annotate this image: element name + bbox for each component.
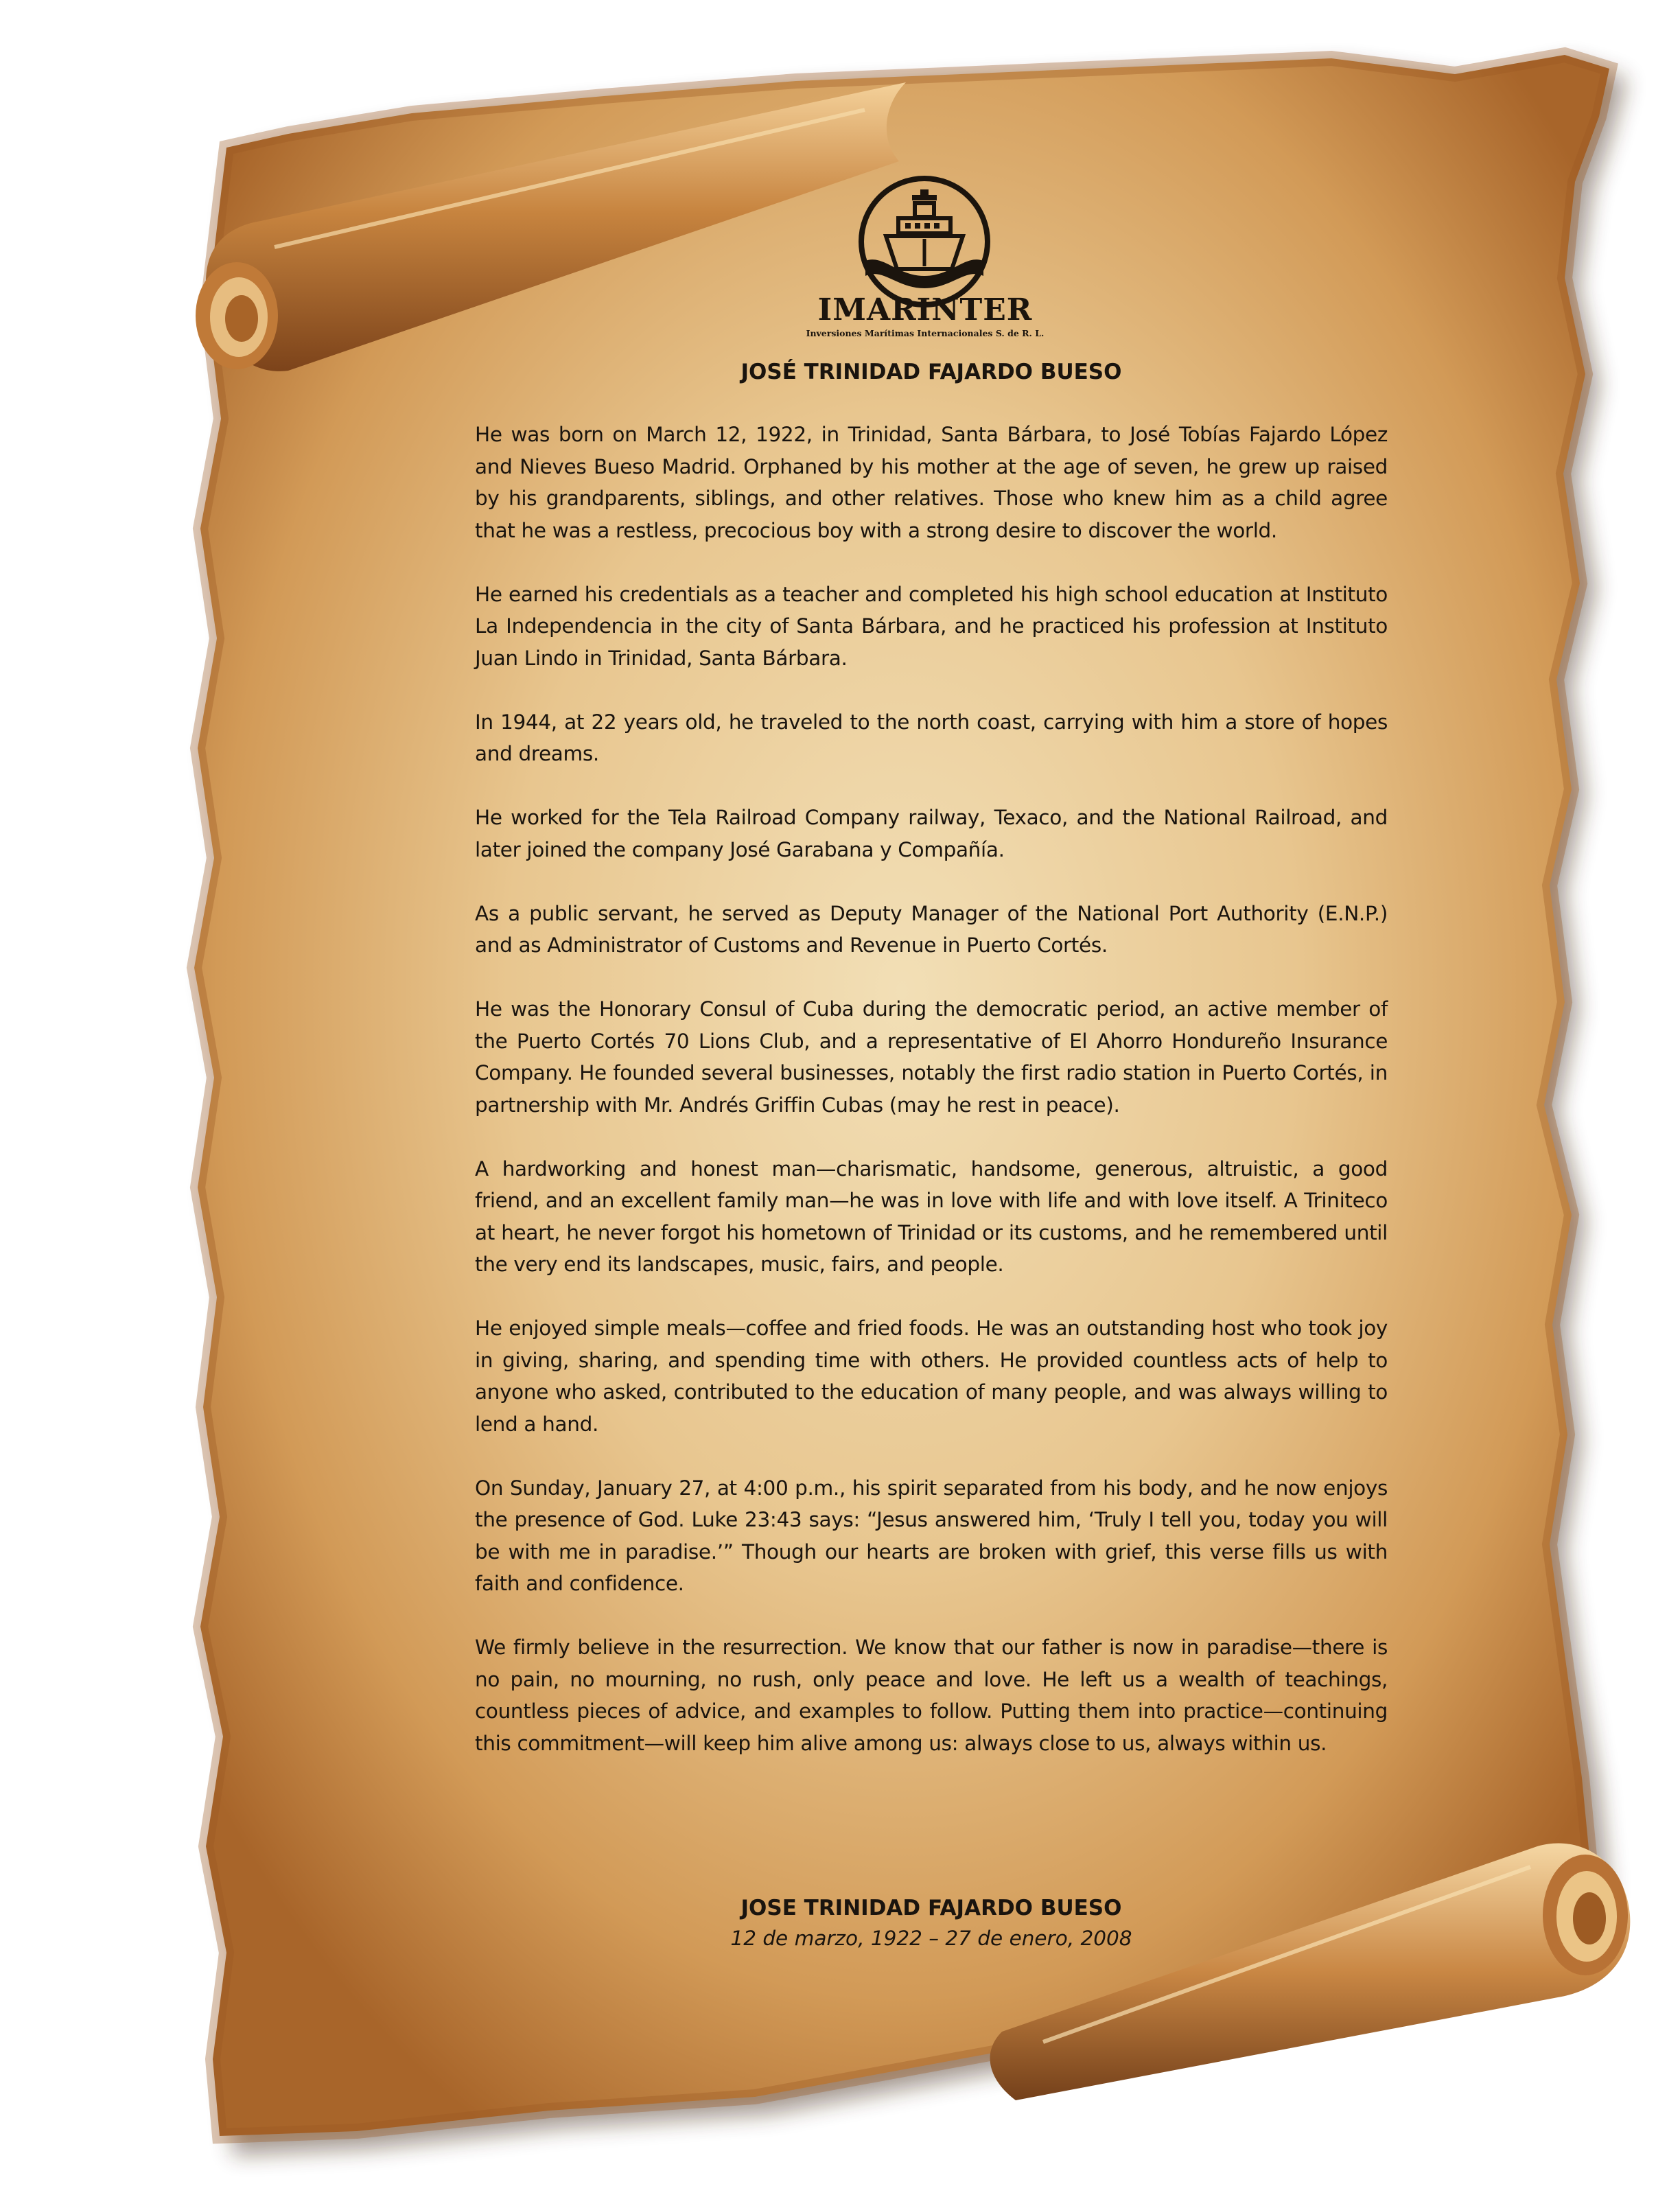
paragraph: He was the Honorary Consul of Cuba during the democratic period, an active member of the Puerto Cortés 70 Lions Club, and a representative of El Ahorro Hondureño Insurance Company. He founded several businesses, notably the first radio station in Puerto Cortés, in partnership with Mr. Andrés Griffin Cubas (may he rest in peace).	[475, 997, 1388, 1117]
paragraph: He earned his credentials as a teacher and completed his high school education at Instituto La Independencia in the city of Santa Bárbara, and he practiced his profession at Instituto Juan Lindo in Trinidad, Santa Bárbara.	[475, 582, 1388, 670]
paragraph: He worked for the Tela Railroad Company railway, Texaco, and the National Railroad, and later joined the company José Garabana y Compañía.	[475, 806, 1388, 861]
paragraph: We firmly believe in the resurrection. We know that our father is now in paradise—there is no pain, no mourning, no rush, only peace and love. He left us a wealth of teachings, countless pieces of advice, and examples to follow. Putting them into practice—continuing this commitment—will keep him alive among us: always close to us, always within us.	[475, 1636, 1388, 1755]
brand-name: IMARINTER	[817, 292, 1033, 327]
page-title: JOSÉ TRINIDAD FAJARDO BUESO	[740, 360, 1122, 384]
ship-icon	[856, 173, 993, 310]
paragraph: A hardworking and honest man—charismatic, handsome, generous, altruistic, a good friend, and an excellent family man—he was in love with life and with love itself. A Triniteco at heart, he never forgot his hometown of Trinidad or its customs, and he remembered until the very end its landscapes, music, fairs, and people.	[475, 1157, 1388, 1276]
paragraph: On Sunday, January 27, at 4:00 p.m., his spirit separated from his body, and he now enjoys the presence of God. Luke 23:43 says: “Jesus answered him, ‘Truly I tell you, today you will be with me in paradise.’” Though our hearts are broken with grief, this verse fills us with faith and confidence.	[475, 1476, 1388, 1595]
footer-name: JOSE TRINIDAD FAJARDO BUESO	[740, 1896, 1122, 1920]
paragraph: He enjoyed simple meals—coffee and fried foods. He was an outstanding host who took joy in giving, sharing, and spending time with others. He provided countless acts of help to anyone who asked, contributed to the education of many people, and was always willing to lend a hand.	[475, 1316, 1388, 1436]
paragraph: As a public servant, he served as Deputy Manager of the National Port Authority (E.N.P.) and as Administrator of Customs and Revenue in Puerto Cortés.	[475, 901, 1388, 957]
brand-block	[727, 294, 1123, 338]
brand-tagline: Inversiones Marítimas Internacionales S. de R. L.	[806, 328, 1045, 339]
paragraph: In 1944, at 22 years old, he traveled to the north coast, carrying with him a store of hopes and dreams.	[475, 710, 1388, 765]
imarinter-logo	[856, 173, 993, 310]
biography-body	[475, 419, 1388, 1791]
footer-dates: 12 de marzo, 1922 – 27 de enero, 2008	[730, 1927, 1132, 1950]
footer-signature	[475, 1893, 1388, 1953]
paragraph: He was born on March 12, 1922, in Trinidad, Santa Bárbara, to José Tobías Fajardo López and Nieves Bueso Madrid. Orphaned by his mother at the age of seven, he grew up raised by his grandparents, siblings, and other relatives. Those who knew him as a child agree that he was a restless, precocious boy with a strong desire to discover the world.	[475, 423, 1388, 542]
